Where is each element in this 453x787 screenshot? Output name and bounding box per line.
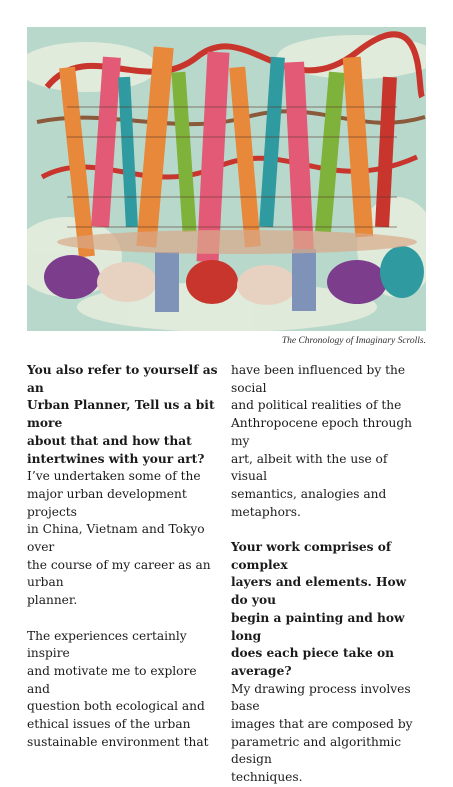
answer-line: major urban development projects [27,486,187,519]
question-line: intertwines with your art? [27,451,205,466]
answer-experiences-continued [231,362,427,521]
painting-svg [27,27,426,331]
question-line: layers and elements. How do you [231,575,407,608]
artwork-caption: The Chronology of Imaginary Scrolls. [281,336,426,346]
answer-line: in China, Vietnam and Tokyo over [27,522,205,555]
answer-line: Anthropocene epoch through my [231,416,412,448]
answer-urban-projects [27,468,222,610]
right-column [231,362,427,787]
question-line: begin a painting and how long [231,610,405,643]
question-line: Urban Planner, Tell us a bit more [27,398,215,431]
answer-line: My drawing process involves base [231,681,411,714]
paragraph-gap [27,610,222,628]
question-line: You also refer to yourself as an [27,363,218,395]
answer-line: The experiences certainly inspire [27,628,187,661]
answer-line: art, albeit with the use of visual [231,451,388,484]
left-column [27,362,222,751]
answer-drawing-process [231,681,427,787]
question-painting-process [231,539,427,681]
question-line: Your work comprises of complex [231,540,392,572]
answer-experiences [27,628,222,752]
answer-line: metaphors. [231,504,301,519]
answer-line: ethical issues of the urban [27,717,191,732]
answer-line: question both ecological and [27,699,205,714]
answer-line: and political realities of the [231,398,402,413]
answer-line: parametric and algorithmic design [231,734,402,767]
answer-line: and motivate me to explore and [27,663,197,696]
question-urban-planner [27,362,222,468]
answer-line: techniques. [231,770,303,785]
answer-line: sustainable environment that [27,734,209,749]
question-line: about that and how that [27,433,192,448]
answer-line: planner. [27,593,78,608]
answer-line: have been influenced by the social [231,363,406,395]
answer-line: images that are composed by [231,717,413,732]
question-line: does each piece take on average? [231,646,394,678]
answer-line: semantics, analogies and [231,486,387,501]
answer-line: I’ve undertaken some of the [27,469,201,484]
artwork-painting [27,27,426,331]
paragraph-gap [231,521,427,539]
answer-line: the course of my career as an urban [27,557,211,590]
